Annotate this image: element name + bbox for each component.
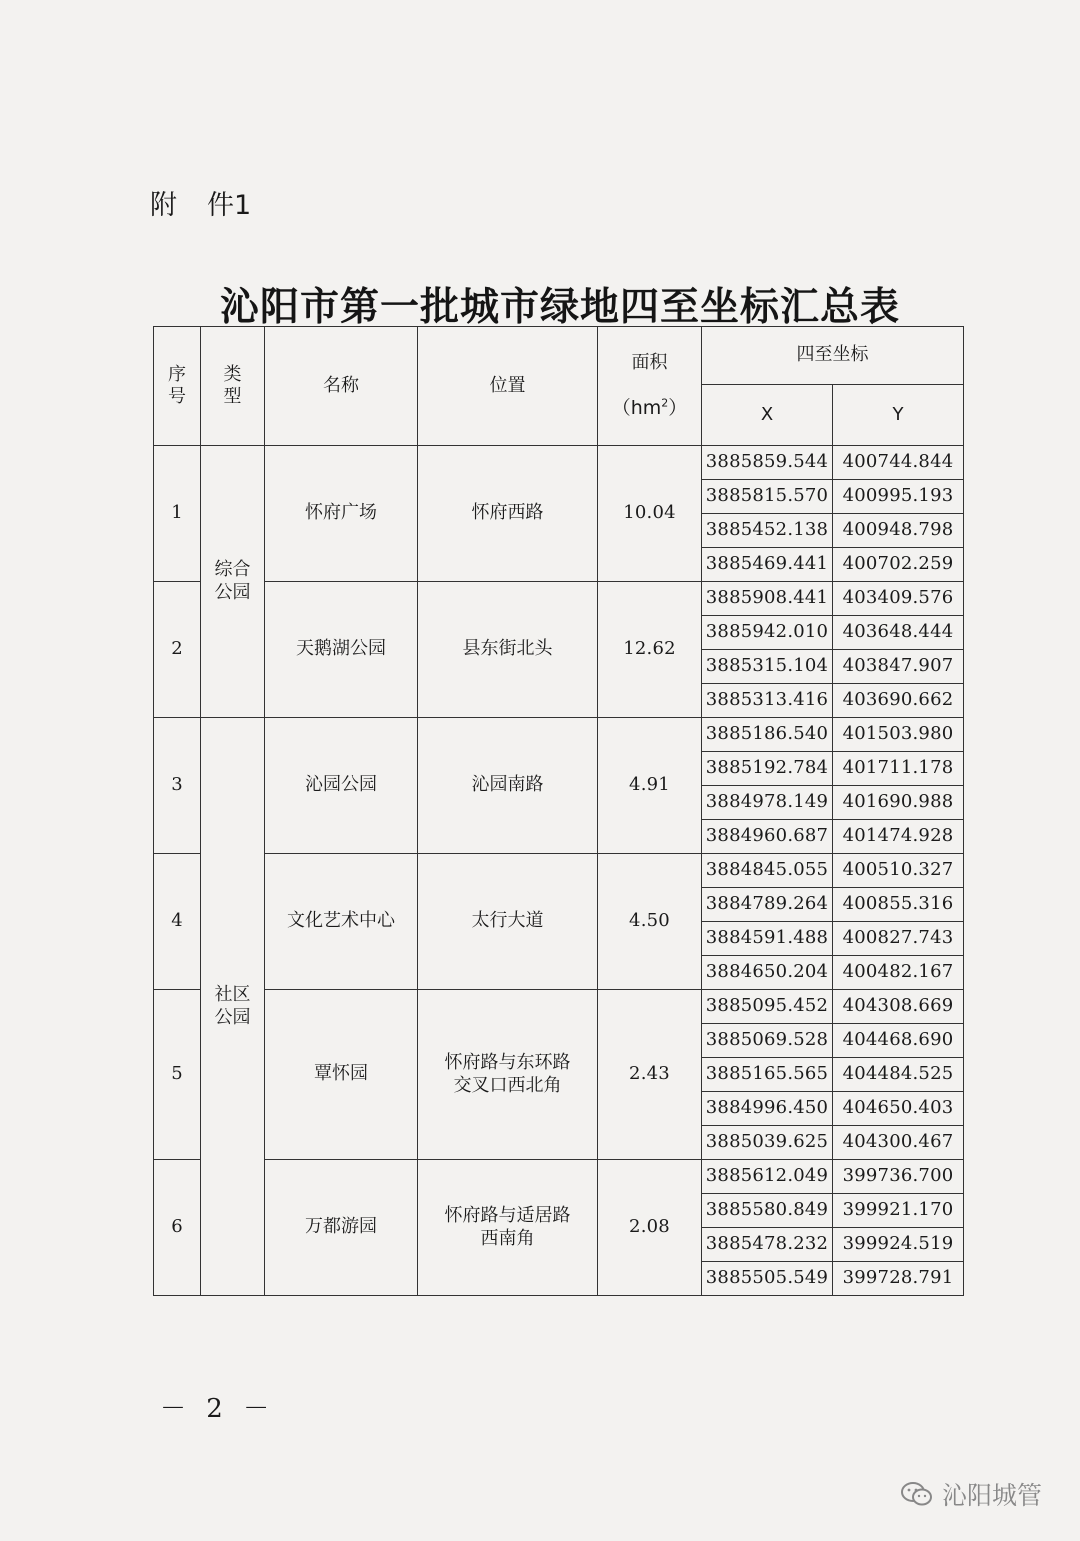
document-title: 沁阳市第一批城市绿地四至坐标汇总表 [219, 284, 900, 330]
coord-y: 403847.907 [833, 650, 964, 684]
table-row [154, 1160, 964, 1194]
coord-x: 3885580.849 [702, 1194, 833, 1228]
account-watermark [900, 1476, 1042, 1512]
coord-x: 3885859.544 [702, 446, 833, 480]
coord-x: 3885942.010 [702, 616, 833, 650]
park-area: 10.04 [598, 446, 702, 582]
park-area: 2.08 [598, 1160, 702, 1296]
table-row [154, 446, 964, 480]
park-location: 太行大道 [418, 854, 598, 990]
park-name: 覃怀园 [265, 990, 418, 1160]
coord-y: 403409.576 [833, 582, 964, 616]
header-row [154, 327, 964, 385]
park-area: 4.91 [598, 718, 702, 854]
table-row [154, 854, 964, 888]
coord-x: 3885095.452 [702, 990, 833, 1024]
attachment-word: 附 [150, 190, 177, 221]
coord-y: 404650.403 [833, 1092, 964, 1126]
park-area: 12.62 [598, 582, 702, 718]
coord-x: 3885069.528 [702, 1024, 833, 1058]
coord-x: 3884960.687 [702, 820, 833, 854]
coord-x: 3885612.049 [702, 1160, 833, 1194]
park-location: 县东街北头 [418, 582, 598, 718]
coord-y: 401690.988 [833, 786, 964, 820]
page-number: － 2 － [160, 1394, 276, 1424]
attachment-label [150, 183, 251, 222]
coord-x: 3885315.104 [702, 650, 833, 684]
park-index: 3 [154, 718, 201, 854]
park-index: 6 [154, 1160, 201, 1296]
park-name: 怀府广场 [265, 446, 418, 582]
coord-x: 3885505.549 [702, 1262, 833, 1296]
coord-y: 400510.327 [833, 854, 964, 888]
coord-y: 400948.798 [833, 514, 964, 548]
park-location: 怀府路与适居路 西南角 [418, 1160, 598, 1296]
table-row [154, 718, 964, 752]
coord-y: 404468.690 [833, 1024, 964, 1058]
coord-x: 3884996.450 [702, 1092, 833, 1126]
coord-x: 3884845.055 [702, 854, 833, 888]
park-name: 文化艺术中心 [265, 854, 418, 990]
coord-x: 3885815.570 [702, 480, 833, 514]
park-location: 怀府西路 [418, 446, 598, 582]
coord-x: 3885478.232 [702, 1228, 833, 1262]
watermark-text: 沁阳城管 [941, 1481, 1042, 1510]
coord-y: 400855.316 [833, 888, 964, 922]
park-index: 1 [154, 446, 201, 582]
coord-x: 3884591.488 [702, 922, 833, 956]
coord-x: 3884789.264 [702, 888, 833, 922]
coord-y: 400827.743 [833, 922, 964, 956]
header-type: 类 型 [201, 327, 265, 446]
header-location: 位置 [418, 327, 598, 446]
coord-y: 399924.519 [833, 1228, 964, 1262]
park-index: 4 [154, 854, 201, 990]
coord-x: 3885186.540 [702, 718, 833, 752]
park-area: 4.50 [598, 854, 702, 990]
coord-x: 3885469.441 [702, 548, 833, 582]
wechat-icon [900, 1481, 934, 1507]
coord-y: 400702.259 [833, 548, 964, 582]
park-index: 2 [154, 582, 201, 718]
coord-y: 401503.980 [833, 718, 964, 752]
coord-x: 3884978.149 [702, 786, 833, 820]
park-name: 天鹅湖公园 [265, 582, 418, 718]
coord-y: 399728.791 [833, 1262, 964, 1296]
coord-y: 400995.193 [833, 480, 964, 514]
coord-y: 404484.525 [833, 1058, 964, 1092]
coord-x: 3885192.784 [702, 752, 833, 786]
table-row [154, 582, 964, 616]
header-area: 面积 $(hm^2)$ [598, 327, 702, 446]
park-location: 怀府路与东环路 交叉口西北角 [418, 990, 598, 1160]
header-x: X [702, 385, 833, 446]
header-index: 序 号 [154, 327, 201, 446]
coord-x: 3885452.138 [702, 514, 833, 548]
coord-y: 400744.844 [833, 446, 964, 480]
coord-y: 403690.662 [833, 684, 964, 718]
park-name: 万都游园 [265, 1160, 418, 1296]
coord-x: 3885908.441 [702, 582, 833, 616]
park-name: 沁园公园 [265, 718, 418, 854]
coord-x: 3885039.625 [702, 1126, 833, 1160]
coord-y: 401474.928 [833, 820, 964, 854]
green-space-coordinates-table [153, 326, 964, 1296]
coord-y: 400482.167 [833, 956, 964, 990]
coord-y: 401711.178 [833, 752, 964, 786]
park-location: 沁园南路 [418, 718, 598, 854]
park-type-community: 社区 公园 [201, 718, 265, 1296]
park-index: 5 [154, 990, 201, 1160]
coord-y: 399921.170 [833, 1194, 964, 1228]
header-coordinates: 四至坐标 [702, 327, 964, 385]
header-name: 名称 [265, 327, 418, 446]
coord-y: 404300.467 [833, 1126, 964, 1160]
coord-x: 3885313.416 [702, 684, 833, 718]
table-row [154, 990, 964, 1024]
coord-y: 403648.444 [833, 616, 964, 650]
coord-x: 3885165.565 [702, 1058, 833, 1092]
coord-y: 404308.669 [833, 990, 964, 1024]
park-area: 2.43 [598, 990, 702, 1160]
coord-y: 399736.700 [833, 1160, 964, 1194]
attachment-number: 件1 [207, 190, 252, 221]
park-type-comprehensive: 综合 公园 [201, 446, 265, 718]
coord-x: 3884650.204 [702, 956, 833, 990]
header-y: Y [833, 385, 964, 446]
